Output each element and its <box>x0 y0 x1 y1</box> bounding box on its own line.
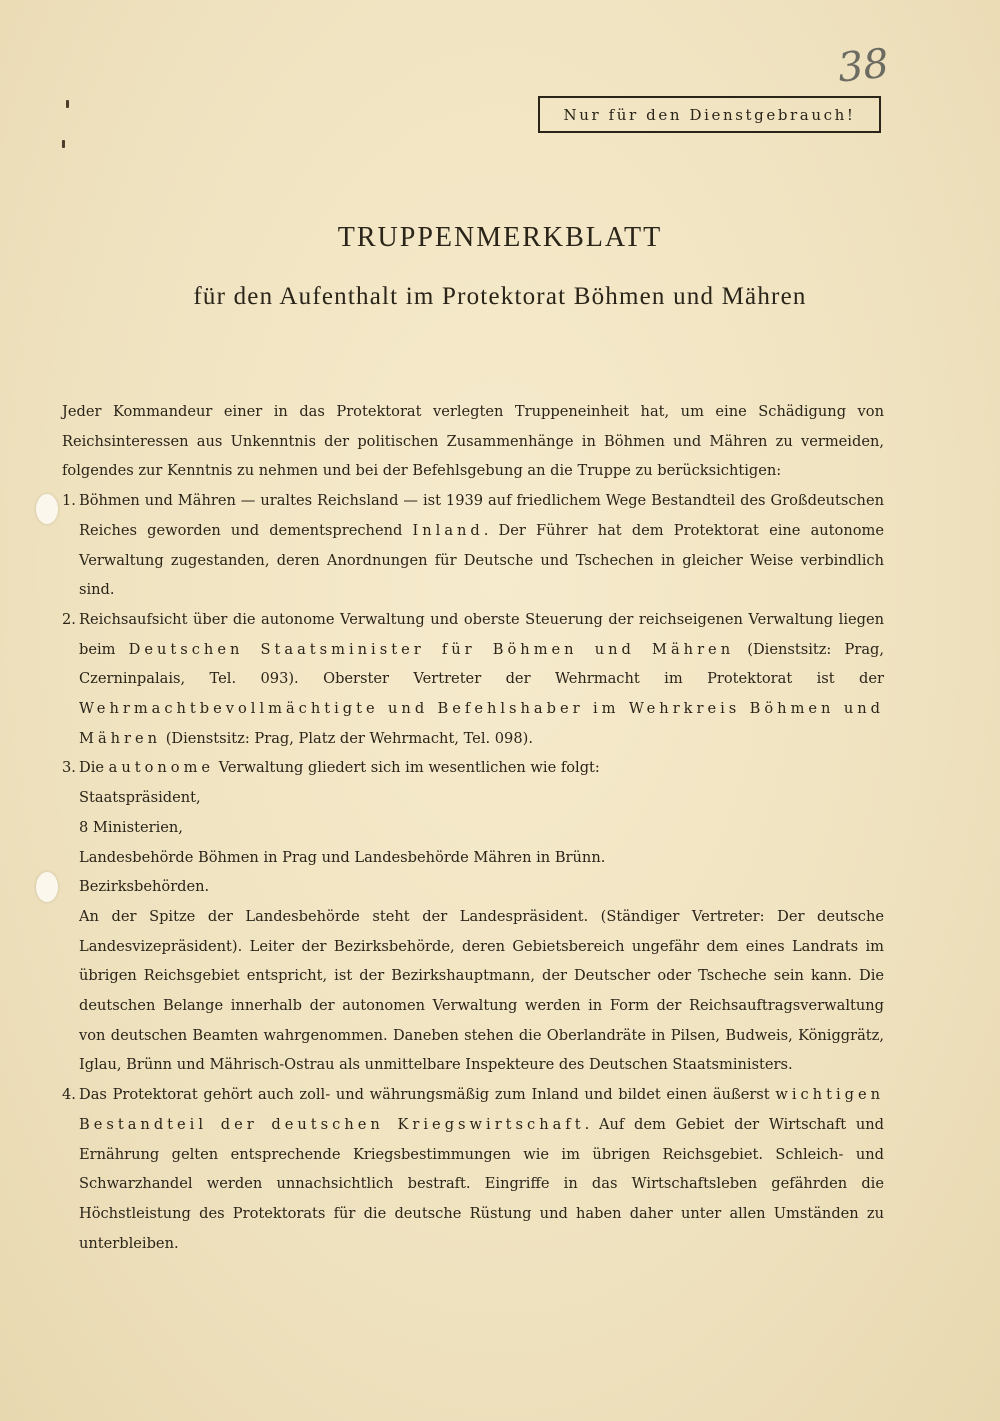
punch-hole-upper <box>36 494 58 524</box>
list-item: Staatspräsident, <box>79 789 201 807</box>
section-3-emphasis: autonome <box>108 759 215 777</box>
document-body <box>62 397 884 1258</box>
section-number: 4. <box>62 1086 76 1104</box>
section-number: 3. <box>62 759 76 777</box>
section-3 <box>62 753 884 1080</box>
list-item: 8 Ministerien, <box>79 818 183 836</box>
punch-mark-top <box>66 100 69 108</box>
section-3-paragraph: An der Spitze der Landesbehörde steht der Landespräsident. (Ständiger Vertreter: Der deutsche Landesvizepräsident). Leiter der Bezirksbehörde, deren Gebietsbereich ungefähr dem eines Landrats im übrigen Reichsgebiet entspricht, ist der Bezirkshauptmann, der Deutscher oder Tscheche sein kann. Die deutschen Belange innerhalb der autonomen Verwaltung werden in Form der Reichsauftragsverwaltung von deutschen Beamten wahrgenommen. Daneben stehen die Oberlandräte in Pilsen, Budweis, Königgrätz, Iglau, Brünn und Mährisch-Ostrau als unmittelbare Inspekteure des Deutschen Staatsministers. <box>79 907 884 1074</box>
section-4 <box>62 1080 884 1258</box>
section-1-text-c: . Der Führer hat dem Protektorat eine autonome Verwaltung zugestanden, deren Anordnungen für Deutsche und Tschechen in gleicher Weise verbindlich sind. <box>79 521 884 599</box>
section-4-text-c: . Auf dem Gebiet der Wirtschaft und Ernährung gelten entsprechende Kriegsbestimmungen wie im übrigen Reichsgebiet. Schleich- und Schwarzhandel werden unnachsichtlich bestraft. Eingriffe in das Wirtschaftsleben gefährden die Höchstleistung des Protektorats für die deutsche Rüstung und haben daher unter allen Umständen zu unterbleiben. <box>79 1115 884 1252</box>
section-2 <box>62 605 884 754</box>
document-title: TRUPPENMERKBLATT <box>337 222 663 253</box>
section-3-text-a: Die <box>79 759 109 777</box>
section-2-emphasis-wehrmacht: Wehrmachtbevollmächtigte und Befehlshaber im Wehrkreis Böhmen und Mähren <box>79 700 884 747</box>
section-1-text-a: Böhmen und Mähren — uraltes Reichsland — ist 1939 auf friedlichem Wege Bestandteil des Großdeutschen Reiches geworden und dementsprechend <box>79 492 884 539</box>
stamp-text: Nur für den Dienstgebrauch! <box>563 105 856 124</box>
section-2-text-a: Reichsaufsicht über die autonome Verwaltung und oberste Steuerung der reichseigenen Verwaltung liegen beim <box>79 610 884 658</box>
section-1-emphasis: Inland <box>412 521 484 539</box>
section-4-text-a: Das Protektorat gehört auch zoll- und währungsmäßig zum Inland und bildet einen äußerst <box>79 1086 776 1104</box>
section-2-text-e: (Dienstsitz: Prag, Platz der Wehrmacht, Tel. 098). <box>161 729 533 747</box>
section-number: 1. <box>62 492 76 510</box>
section-3-text-c: Verwaltung gliedert sich im wesentlichen wie folgt: <box>214 759 600 777</box>
section-2-text-c: (Dienstsitz: Prag, Czerninpalais, Tel. 093). Oberster Vertreter der Wehrmacht im Protektorat ist der <box>79 640 884 688</box>
section-3-intro <box>79 753 884 783</box>
section-4-emphasis: wichtigen Bestandteil der deutschen Kriegswirtschaft <box>79 1086 884 1133</box>
list-item: Bezirksbehörden. <box>79 878 210 896</box>
document-subtitle: für den Aufenthalt im Protektorat Böhmen und Mähren <box>193 283 807 310</box>
restricted-use-stamp <box>538 96 881 133</box>
intro-paragraph: Jeder Kommandeur einer in das Protektorat verlegten Truppeneinheit hat, um eine Schädigung von Reichsinteressen aus Unkenntnis der politischen Zusammenhänge in Böhmen und Mähren zu vermeiden, folgendes zur Kenntnis zu nehmen und bei der Befehlsgebung an die Truppe zu berücksichtigen: <box>62 403 884 480</box>
handwritten-page-number: 38 <box>835 40 892 92</box>
section-1 <box>62 486 884 605</box>
punch-hole-lower <box>36 872 58 902</box>
section-number: 2. <box>62 610 76 628</box>
section-2-emphasis-minister: Deutschen Staatsminister für Böhmen und Mähren <box>128 640 735 658</box>
punch-mark-bottom <box>62 140 65 148</box>
list-item: Landesbehörde Böhmen in Prag und Landesbehörde Mähren in Brünn. <box>79 848 606 866</box>
